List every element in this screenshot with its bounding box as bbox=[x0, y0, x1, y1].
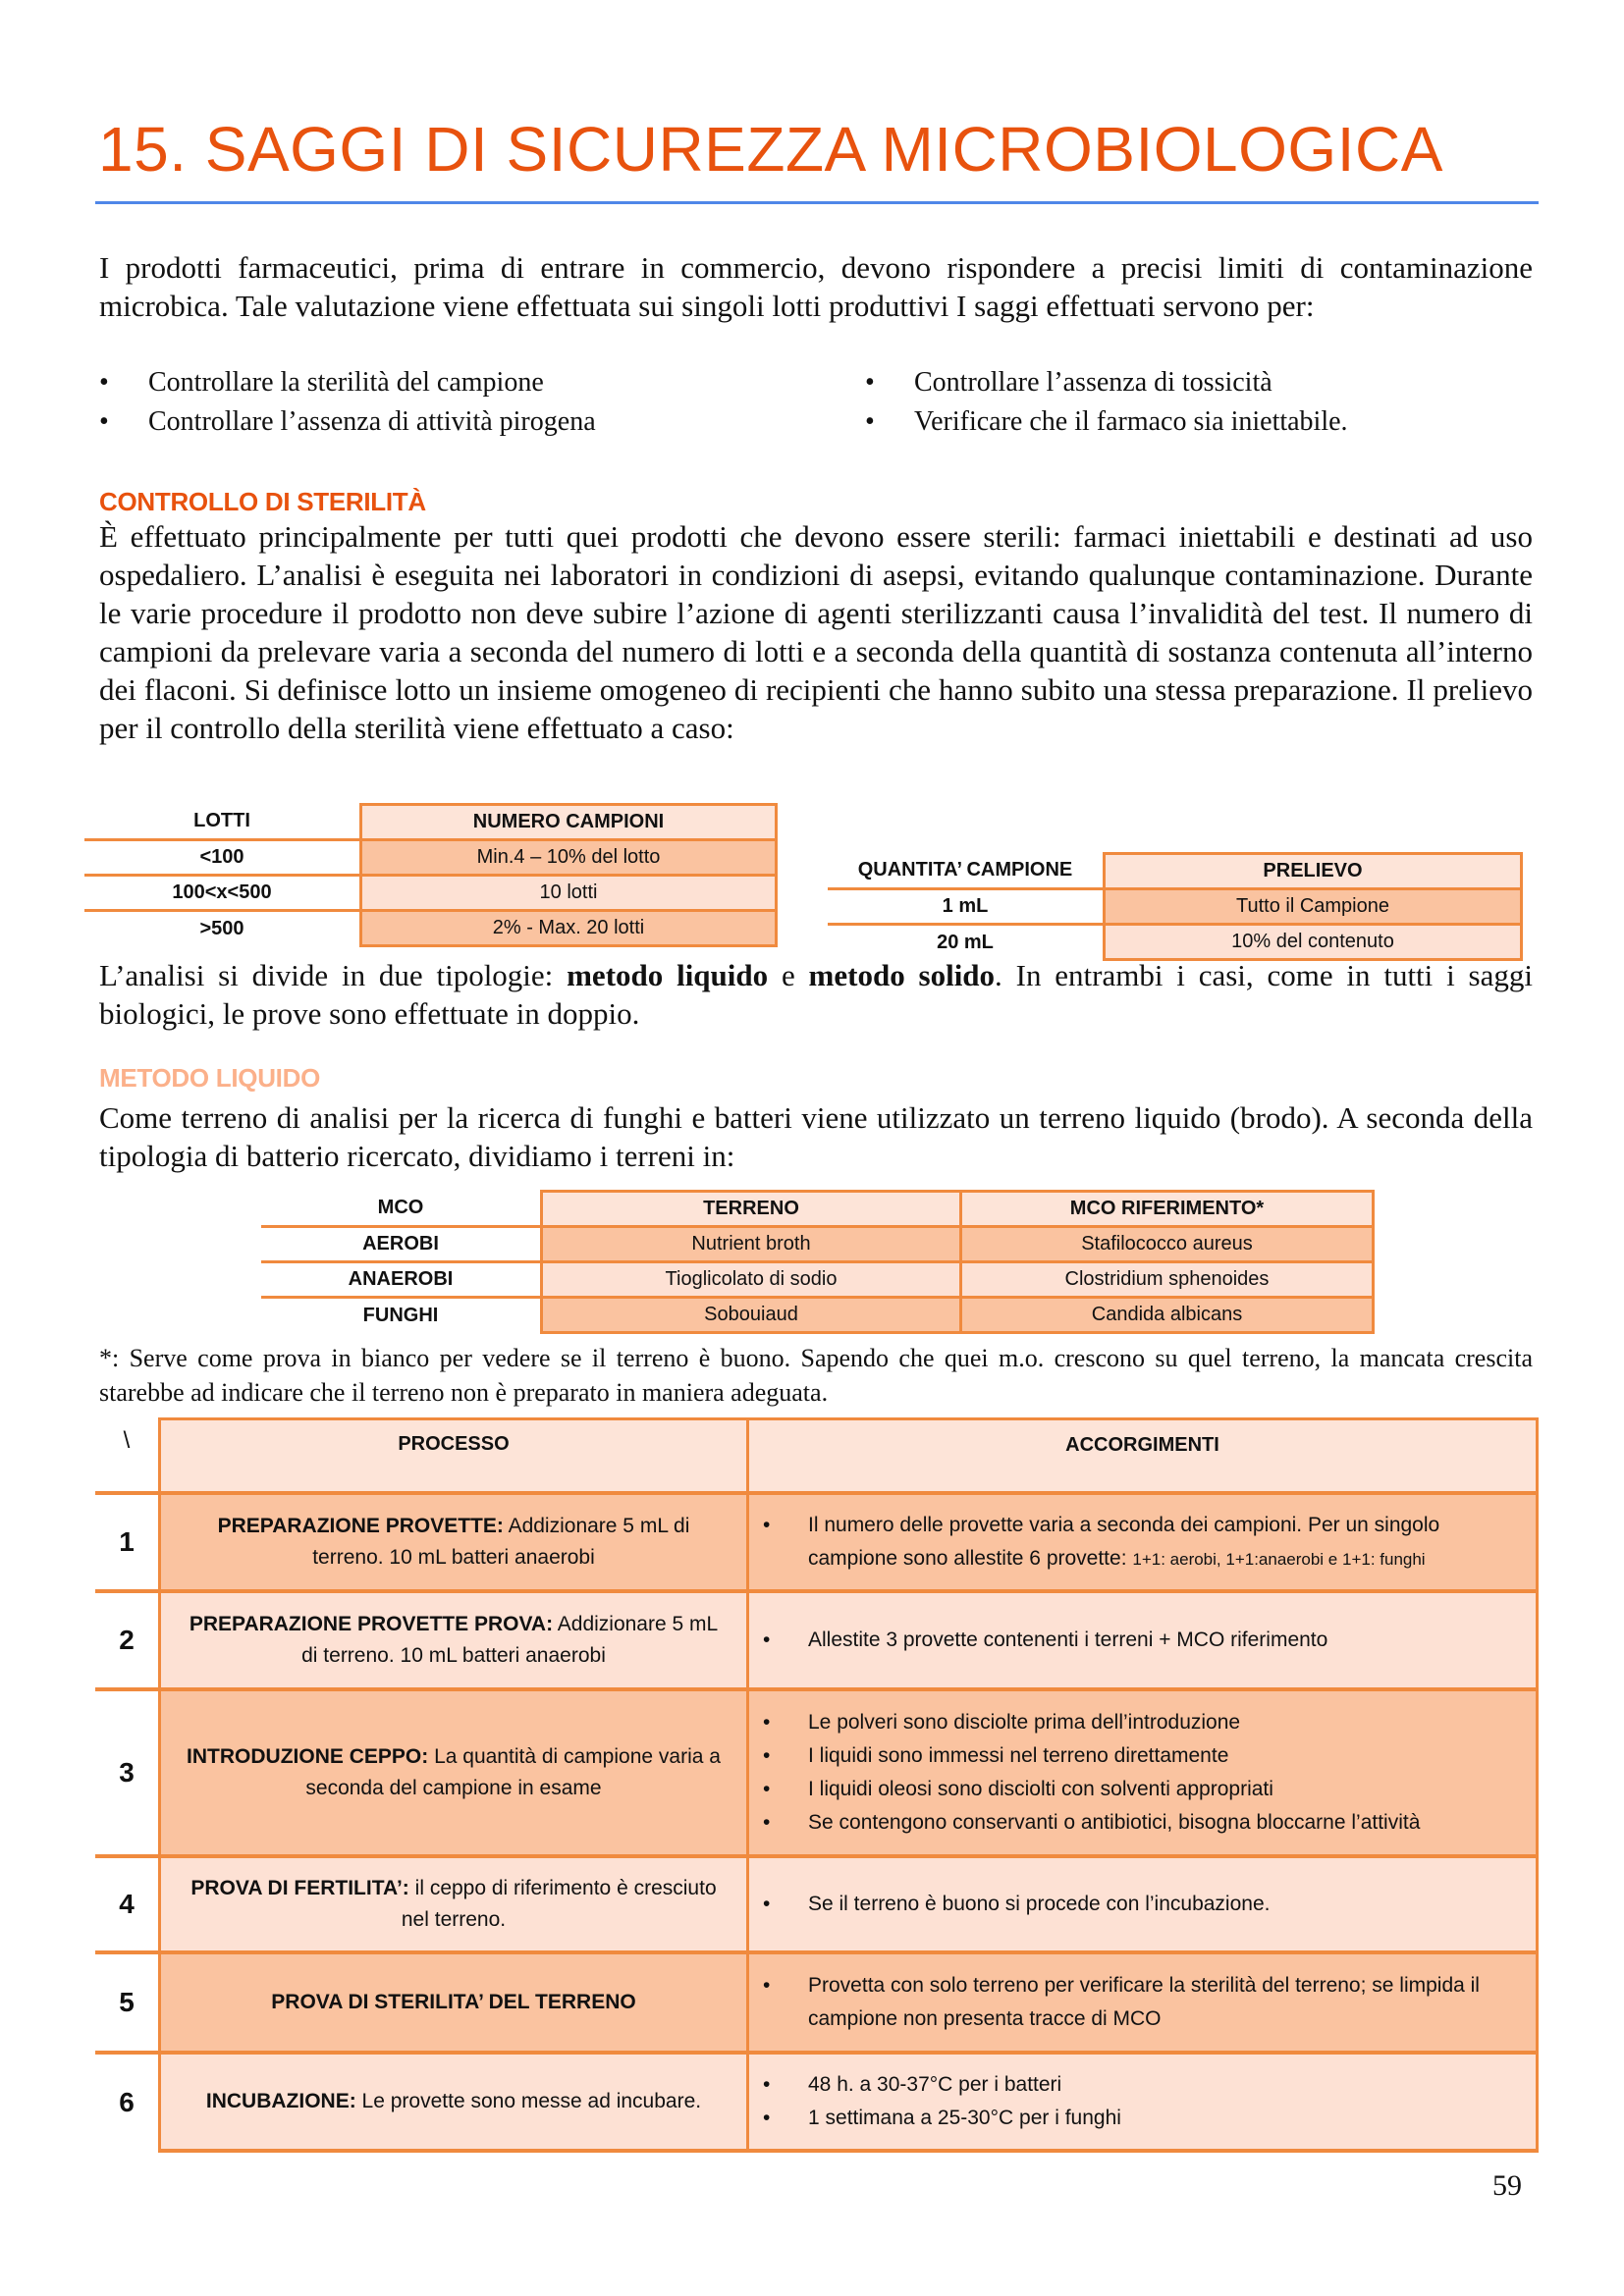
table-cell: 2% - Max. 20 lotti bbox=[361, 911, 777, 946]
note-text: I liquidi sono immessi nel terreno direttamente bbox=[808, 1744, 1229, 1767]
list-item bbox=[763, 1806, 1522, 1840]
column-header: MCO RIFERIMENTO* bbox=[961, 1192, 1374, 1227]
process-cell bbox=[160, 1856, 748, 1952]
step-number: 6 bbox=[95, 2053, 160, 2151]
process-title: INTRODUZIONE CEPPO: bbox=[187, 1745, 429, 1768]
bullet-icon: • bbox=[763, 1513, 771, 1536]
table-cell: Nutrient broth bbox=[542, 1227, 961, 1262]
bullet-icon: • bbox=[763, 1744, 771, 1767]
column-header: PRELIEVO bbox=[1105, 854, 1522, 889]
table-row bbox=[261, 1227, 1374, 1262]
list-item bbox=[763, 2102, 1522, 2135]
notes-cell bbox=[748, 1856, 1538, 1952]
table-row bbox=[84, 911, 777, 946]
table-row bbox=[84, 876, 777, 911]
text-run: L’analisi si divide in due tipologie: bbox=[99, 958, 568, 992]
intro-paragraph: I prodotti farmaceutici, prima di entrare in commercio, devono rispondere a precisi limiti di contaminazione microbica. Tale valutazione viene effettuata sui singoli lotti produttivi I saggi effettuati servono per: bbox=[99, 250, 1533, 323]
notes-cell bbox=[748, 1493, 1538, 1591]
liquid-method-paragraph: Come terreno di analisi per la ricerca di funghi e batteri viene utilizzato un terreno liquido (brodo). A seconda della tipologia di batterio ricercato, dividiamo i terreni in: bbox=[99, 1100, 1533, 1173]
table-cell: Sobouiaud bbox=[542, 1298, 961, 1333]
column-header: MCO bbox=[377, 1197, 424, 1219]
bold-term: metodo liquido bbox=[567, 958, 769, 992]
list-item bbox=[763, 1969, 1522, 2036]
column-header: ACCORGIMENTI bbox=[748, 1419, 1538, 1494]
list-item bbox=[763, 1706, 1522, 1739]
process-cell bbox=[160, 1493, 748, 1591]
sterility-paragraph: È effettuato principalmente per tutti quei prodotti che devono essere sterili: farmaci iniettabili e destinati ad uso ospedaliero. L’analisi è eseguita nei laboratori in condizioni di asepsi, evitando qualunque contaminazione. Durante le varie procedure il prodotto non deve subire l’azione di agenti sterilizzanti causa l’invalidità del test. Il numero di campioni da prelevare varia a seconda del numero di lotti e a seconda della quantità di sostanza contenuta all’interno dei flaconi. Si definisce lotto un insieme omogeneo di recipienti che hanno subito una stessa preparazione. Il prelievo per il controllo della sterilità viene effettuato a caso: bbox=[99, 519, 1533, 745]
note-text: 48 h. a 30-37°C per i batteri bbox=[808, 2073, 1062, 2096]
notes-cell bbox=[748, 1689, 1538, 1856]
page-number: 59 bbox=[1492, 2169, 1522, 2202]
method-types-paragraph bbox=[99, 956, 1533, 1033]
notes-cell bbox=[748, 1952, 1538, 2053]
bullet-column-right bbox=[865, 363, 1348, 442]
process-table bbox=[95, 1417, 1539, 2153]
note-text: Se contengono conservanti o antibiotici, bisogna bloccarne l’attività bbox=[808, 1811, 1421, 1834]
bullet-icon: • bbox=[763, 1974, 771, 1997]
section-heading-sterility: CONTROLLO DI STERILITÀ bbox=[99, 487, 426, 516]
table-cell: 10% del contenuto bbox=[1105, 925, 1522, 960]
list-item bbox=[763, 1624, 1522, 1657]
list-item bbox=[763, 1888, 1522, 1921]
table-cell: FUNGHI bbox=[261, 1298, 542, 1333]
table-row bbox=[95, 1856, 1538, 1952]
process-title: INCUBAZIONE: bbox=[205, 2090, 356, 2112]
table-row bbox=[95, 1591, 1538, 1689]
note-text: Se il terreno è buono si procede con l’incubazione. bbox=[808, 1893, 1271, 1915]
bullet-icon: • bbox=[865, 406, 875, 437]
process-desc: Le provette sono messe ad incubare. bbox=[355, 2090, 702, 2112]
list-item bbox=[99, 363, 596, 402]
bullet-icon: • bbox=[99, 367, 109, 398]
step-number: 1 bbox=[95, 1493, 160, 1591]
bullet-icon: • bbox=[865, 367, 875, 398]
bullet-text: Controllare l’assenza di tossicità bbox=[914, 367, 1272, 398]
list-item bbox=[99, 402, 596, 442]
process-cell bbox=[160, 1591, 748, 1689]
table-cell: Min.4 – 10% del lotto bbox=[361, 840, 777, 876]
table-cell: Tutto il Campione bbox=[1105, 889, 1522, 925]
bullet-column-left bbox=[99, 363, 596, 442]
note-text: Le polveri sono disciolte prima dell’introduzione bbox=[808, 1711, 1241, 1734]
bullet-icon: • bbox=[99, 406, 109, 437]
step-number: 5 bbox=[95, 1952, 160, 2053]
table-row bbox=[828, 925, 1522, 960]
bullet-icon: • bbox=[763, 1811, 771, 1834]
mco-table bbox=[261, 1190, 1375, 1334]
table-cell: Clostridium sphenoides bbox=[961, 1262, 1374, 1298]
notes-cell bbox=[748, 2053, 1538, 2151]
bullet-text: Verificare che il farmaco sia iniettabile. bbox=[914, 406, 1348, 437]
note-text: Allestite 3 provette contenenti i terreni + MCO riferimento bbox=[808, 1629, 1328, 1651]
table-cell: 100<x<500 bbox=[84, 876, 361, 911]
bullet-icon: • bbox=[763, 2073, 771, 2096]
table-row bbox=[261, 1262, 1374, 1298]
table-row bbox=[828, 889, 1522, 925]
bullet-icon: • bbox=[763, 1629, 771, 1651]
process-title: PROVA DI STERILITA’ DEL TERRENO bbox=[271, 1991, 636, 2013]
process-cell bbox=[160, 1952, 748, 2053]
table-cell: <100 bbox=[84, 840, 361, 876]
table-cell: 1 mL bbox=[828, 889, 1105, 925]
bold-term: metodo solido bbox=[808, 958, 996, 992]
table-row bbox=[95, 1493, 1538, 1591]
text-run: . In entrambi i casi, come in tutti i saggi biologici, le prove sono effettuate in doppio. bbox=[99, 958, 1533, 1031]
table-row bbox=[84, 840, 777, 876]
column-header: PROCESSO bbox=[160, 1419, 748, 1494]
list-item bbox=[763, 1773, 1522, 1806]
step-number: 4 bbox=[95, 1856, 160, 1952]
note-text: Provetta con solo terreno per verificare la sterilità del terreno; se limpida il campione non presenta tracce di MCO bbox=[808, 1974, 1480, 2030]
table-row bbox=[95, 1689, 1538, 1856]
note-text: I liquidi oleosi sono disciolti con solventi appropriati bbox=[808, 1778, 1273, 1800]
process-desc: Addizionare 5 mL di terreno. 10 mL batteri anaerobi bbox=[301, 1613, 719, 1667]
process-title: PROVA DI FERTILITA’: bbox=[190, 1877, 409, 1899]
sample-quantity-table bbox=[828, 852, 1523, 961]
table-cell: Candida albicans bbox=[961, 1298, 1374, 1333]
bullet-text: Controllare la sterilità del campione bbox=[148, 367, 544, 398]
list-item bbox=[865, 363, 1348, 402]
process-desc: La quantità di campione varia a seconda del campione in esame bbox=[305, 1745, 721, 1799]
page-title: 15. SAGGI DI SICUREZZA MICROBIOLOGICA bbox=[98, 114, 1443, 185]
process-desc: Addizionare 5 mL di terreno. 10 mL batteri anaerobi bbox=[312, 1515, 690, 1569]
process-title: PREPARAZIONE PROVETTE: bbox=[217, 1515, 504, 1537]
step-number: 3 bbox=[95, 1689, 160, 1856]
list-item bbox=[763, 2068, 1522, 2102]
table-cell: AEROBI bbox=[261, 1227, 542, 1262]
note-text: 1 settimana a 25-30°C per i funghi bbox=[808, 2107, 1121, 2129]
table-header-row bbox=[95, 1419, 1538, 1494]
text-run: e bbox=[768, 958, 809, 992]
process-cell bbox=[160, 1689, 748, 1856]
process-desc: il ceppo di riferimento è cresciuto nel terreno. bbox=[401, 1877, 717, 1931]
list-item bbox=[763, 1509, 1522, 1576]
step-number: 2 bbox=[95, 1591, 160, 1689]
column-header: \ bbox=[95, 1419, 160, 1494]
bullet-icon: • bbox=[763, 2107, 771, 2129]
note-text: Il numero delle provette varia a seconda dei campioni. Per un singolo campione sono allestite 6 provette: bbox=[808, 1513, 1440, 1570]
column-header: QUANTITA’ CAMPIONE bbox=[857, 859, 1073, 881]
table-cell: 20 mL bbox=[828, 925, 1105, 960]
process-cell bbox=[160, 2053, 748, 2151]
title-underline bbox=[95, 201, 1539, 204]
bullet-icon: • bbox=[763, 1711, 771, 1734]
table-cell: >500 bbox=[84, 911, 361, 946]
list-item bbox=[865, 402, 1348, 442]
bullet-text: Controllare l’assenza di attività pirogena bbox=[148, 406, 596, 437]
process-title: PREPARAZIONE PROVETTE PROVA: bbox=[189, 1613, 554, 1635]
notes-cell bbox=[748, 1591, 1538, 1689]
note-text-small: 1+1: aerobi, 1+1:anaerobi e 1+1: funghi bbox=[1132, 1549, 1426, 1569]
lots-table bbox=[84, 803, 778, 947]
section-heading-liquid-method: METODO LIQUIDO bbox=[99, 1063, 320, 1093]
column-header: NUMERO CAMPIONI bbox=[361, 805, 777, 840]
table-cell: Stafilococco aureus bbox=[961, 1227, 1374, 1262]
footnote: *: Serve come prova in bianco per vedere se il terreno è buono. Sapendo che quei m.o. crescono su quel terreno, la mancata crescita starebbe ad indicare che il terreno non è preparato in maniera adeguata. bbox=[99, 1344, 1533, 1407]
table-row bbox=[261, 1298, 1374, 1333]
table-row bbox=[95, 2053, 1538, 2151]
table-cell: Tioglicolato di sodio bbox=[542, 1262, 961, 1298]
bullet-icon: • bbox=[763, 1778, 771, 1800]
column-header: LOTTI bbox=[193, 810, 250, 832]
column-header: TERRENO bbox=[542, 1192, 961, 1227]
table-cell: 10 lotti bbox=[361, 876, 777, 911]
table-row bbox=[95, 1952, 1538, 2053]
table-cell: ANAEROBI bbox=[261, 1262, 542, 1298]
bullet-icon: • bbox=[763, 1893, 771, 1915]
list-item bbox=[763, 1739, 1522, 1773]
